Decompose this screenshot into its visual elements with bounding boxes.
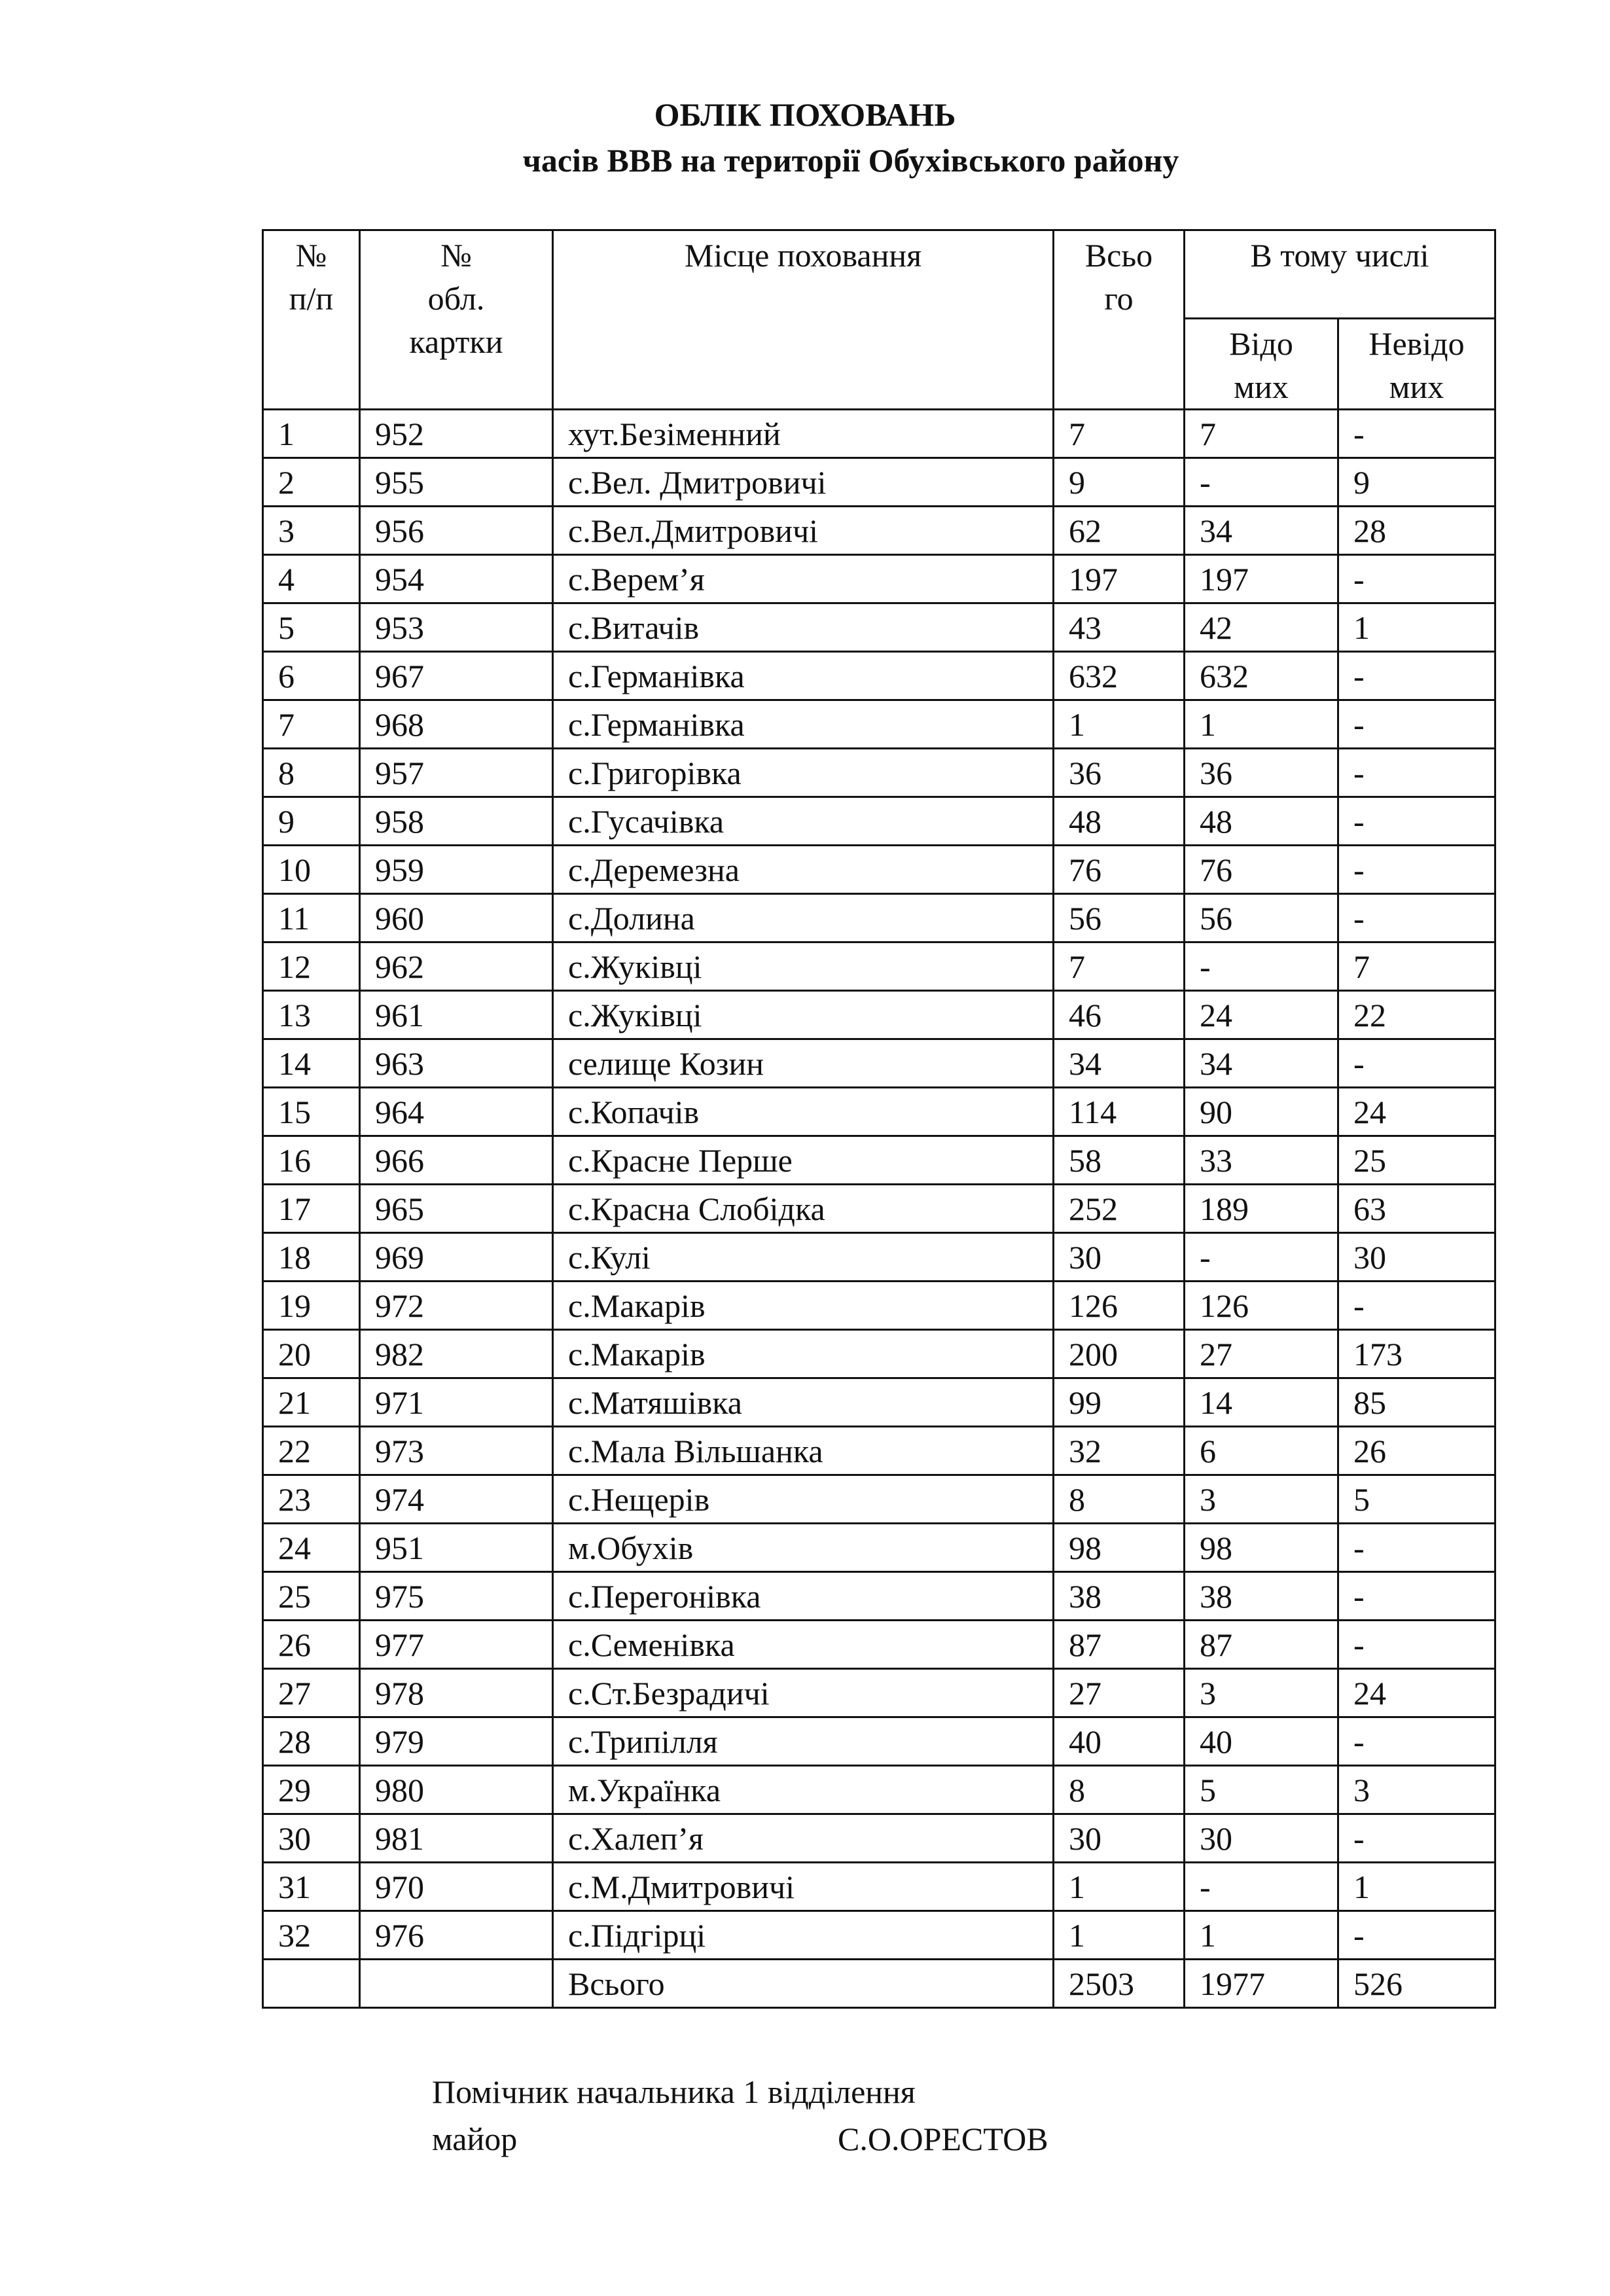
card-number: 963 xyxy=(360,1039,553,1088)
unknown-count: 28 xyxy=(1338,507,1495,555)
unknown-count: 22 xyxy=(1338,991,1495,1039)
known-count: 40 xyxy=(1185,1717,1338,1766)
known-count: 3 xyxy=(1185,1669,1338,1717)
total-count: 34 xyxy=(1054,1039,1185,1088)
card-number: 957 xyxy=(360,749,553,797)
row-number: 4 xyxy=(263,555,360,603)
known-count: - xyxy=(1185,458,1338,507)
known-count: 7 xyxy=(1185,410,1338,458)
table-row xyxy=(263,1621,1495,1669)
total-count: 46 xyxy=(1054,991,1185,1039)
row-number: 16 xyxy=(263,1136,360,1185)
header-unknown xyxy=(1338,319,1495,410)
unknown-count: - xyxy=(1338,652,1495,700)
known-count: 38 xyxy=(1185,1572,1338,1621)
total-count: 1 xyxy=(1054,1863,1185,1911)
known-count: 34 xyxy=(1185,507,1338,555)
card-number: 951 xyxy=(360,1524,553,1572)
known-count: 3 xyxy=(1185,1475,1338,1524)
unknown-count: - xyxy=(1338,846,1495,894)
burial-place: с.Кулі xyxy=(553,1233,1054,1282)
table-row xyxy=(263,1427,1495,1475)
row-number: 21 xyxy=(263,1378,360,1427)
burial-place: селище Козин xyxy=(553,1039,1054,1088)
unknown-count: - xyxy=(1338,700,1495,749)
total-count: 40 xyxy=(1054,1717,1185,1766)
header-total-line2: го xyxy=(1104,280,1134,317)
unknown-count: 1 xyxy=(1338,1863,1495,1911)
unknown-count: - xyxy=(1338,1717,1495,1766)
unknown-count: 5 xyxy=(1338,1475,1495,1524)
total-count: 58 xyxy=(1054,1136,1185,1185)
table-row xyxy=(263,1039,1495,1088)
unknown-count: - xyxy=(1338,1039,1495,1088)
total-count: 632 xyxy=(1054,652,1185,700)
row-number: 32 xyxy=(263,1911,360,1960)
card-number: 962 xyxy=(360,942,553,991)
header-unknown-line1: Невідо xyxy=(1368,325,1465,362)
known-count: 56 xyxy=(1185,894,1338,942)
table-row xyxy=(263,1669,1495,1717)
card-number: 973 xyxy=(360,1427,553,1475)
table-row xyxy=(263,1185,1495,1233)
card-number: 960 xyxy=(360,894,553,942)
unknown-count: 85 xyxy=(1338,1378,1495,1427)
total-count: 87 xyxy=(1054,1621,1185,1669)
row-number: 2 xyxy=(263,458,360,507)
row-number: 31 xyxy=(263,1863,360,1911)
card-number: 969 xyxy=(360,1233,553,1282)
card-number: 978 xyxy=(360,1669,553,1717)
known-count: 1 xyxy=(1185,1911,1338,1960)
unknown-count: - xyxy=(1338,410,1495,458)
table-row xyxy=(263,749,1495,797)
total-count: 8 xyxy=(1054,1475,1185,1524)
unknown-count: 3 xyxy=(1338,1766,1495,1814)
known-count: 27 xyxy=(1185,1330,1338,1378)
total-count: 1 xyxy=(1054,700,1185,749)
signature-rank: майор xyxy=(432,2121,518,2157)
total-count: 252 xyxy=(1054,1185,1185,1233)
table-row xyxy=(263,1717,1495,1766)
totals-known: 1977 xyxy=(1185,1960,1338,2008)
table-row xyxy=(263,942,1495,991)
header-known-line1: Відо xyxy=(1229,325,1293,362)
burial-place: с.Деремезна xyxy=(553,846,1054,894)
signature-position: Помічник начальника 1 відділення xyxy=(432,2073,916,2110)
table-row xyxy=(263,797,1495,846)
row-number: 22 xyxy=(263,1427,360,1475)
table-row xyxy=(263,1572,1495,1621)
total-count: 27 xyxy=(1054,1669,1185,1717)
burial-place: с.Красне Перше xyxy=(553,1136,1054,1185)
card-number: 976 xyxy=(360,1911,553,1960)
table-row xyxy=(263,1282,1495,1330)
burial-place: с.М.Дмитровичі xyxy=(553,1863,1054,1911)
table-row xyxy=(263,1088,1495,1136)
total-count: 197 xyxy=(1054,555,1185,603)
table-row xyxy=(263,410,1495,458)
header-known-line2: мих xyxy=(1234,368,1289,405)
burial-place: с.Нещерів xyxy=(553,1475,1054,1524)
card-number: 958 xyxy=(360,797,553,846)
total-count: 9 xyxy=(1054,458,1185,507)
burial-place: с.Жуківці xyxy=(553,991,1054,1039)
row-number: 8 xyxy=(263,749,360,797)
total-count: 8 xyxy=(1054,1766,1185,1814)
known-count: 6 xyxy=(1185,1427,1338,1475)
unknown-count: - xyxy=(1338,1282,1495,1330)
table-row xyxy=(263,555,1495,603)
row-number: 13 xyxy=(263,991,360,1039)
totals-empty-number xyxy=(263,1960,360,2008)
card-number: 961 xyxy=(360,991,553,1039)
card-number: 956 xyxy=(360,507,553,555)
known-count: 24 xyxy=(1185,991,1338,1039)
row-number: 25 xyxy=(263,1572,360,1621)
table-row xyxy=(263,894,1495,942)
unknown-count: 63 xyxy=(1338,1185,1495,1233)
card-number: 954 xyxy=(360,555,553,603)
total-count: 36 xyxy=(1054,749,1185,797)
burial-place: с.Вел. Дмитровичі xyxy=(553,458,1054,507)
total-count: 62 xyxy=(1054,507,1185,555)
known-count: 30 xyxy=(1185,1814,1338,1863)
card-number: 970 xyxy=(360,1863,553,1911)
unknown-count: 25 xyxy=(1338,1136,1495,1185)
unknown-count: 173 xyxy=(1338,1330,1495,1378)
card-number: 979 xyxy=(360,1717,553,1766)
card-number: 968 xyxy=(360,700,553,749)
row-number: 7 xyxy=(263,700,360,749)
table-row xyxy=(263,603,1495,652)
header-total xyxy=(1054,230,1185,410)
burial-place: с.Ст.Безрадичі xyxy=(553,1669,1054,1717)
burial-place: с.Верем’я xyxy=(553,555,1054,603)
burial-place: с.Макарів xyxy=(553,1282,1054,1330)
unknown-count: - xyxy=(1338,1524,1495,1572)
card-number: 955 xyxy=(360,458,553,507)
header-including: В тому числі xyxy=(1185,230,1495,319)
row-number: 26 xyxy=(263,1621,360,1669)
row-number: 30 xyxy=(263,1814,360,1863)
table-body xyxy=(263,410,1495,1960)
table-row xyxy=(263,991,1495,1039)
header-number-line2: п/п xyxy=(289,280,334,317)
total-count: 7 xyxy=(1054,942,1185,991)
unknown-count: - xyxy=(1338,1814,1495,1863)
totals-empty-card xyxy=(360,1960,553,2008)
row-number: 18 xyxy=(263,1233,360,1282)
table-row xyxy=(263,507,1495,555)
known-count: - xyxy=(1185,1233,1338,1282)
row-number: 19 xyxy=(263,1282,360,1330)
known-count: 632 xyxy=(1185,652,1338,700)
totals-label: Всього xyxy=(553,1960,1054,2008)
row-number: 1 xyxy=(263,410,360,458)
known-count: 197 xyxy=(1185,555,1338,603)
known-count: 36 xyxy=(1185,749,1338,797)
known-count: 33 xyxy=(1185,1136,1338,1185)
header-number-line1: № xyxy=(295,237,327,274)
header-unknown-line2: мих xyxy=(1389,368,1444,405)
row-number: 9 xyxy=(263,797,360,846)
total-count: 126 xyxy=(1054,1282,1185,1330)
unknown-count: 7 xyxy=(1338,942,1495,991)
header-known xyxy=(1185,319,1338,410)
burial-place: с.Долина xyxy=(553,894,1054,942)
row-number: 14 xyxy=(263,1039,360,1088)
known-count: 90 xyxy=(1185,1088,1338,1136)
header-card-line3: картки xyxy=(409,323,503,360)
burial-place: с.Перегонівка xyxy=(553,1572,1054,1621)
burial-place: с.Витачів xyxy=(553,603,1054,652)
known-count: - xyxy=(1185,942,1338,991)
header-place: Місце поховання xyxy=(553,230,1054,410)
title-line-1: ОБЛІК ПОХОВАНЬ xyxy=(654,96,956,133)
burial-place: с.Мала Вільшанка xyxy=(553,1427,1054,1475)
card-number: 952 xyxy=(360,410,553,458)
known-count: 1 xyxy=(1185,700,1338,749)
signature-name: С.О.ОРЕСТОВ xyxy=(838,2121,1048,2157)
row-number: 23 xyxy=(263,1475,360,1524)
total-count: 38 xyxy=(1054,1572,1185,1621)
total-count: 48 xyxy=(1054,797,1185,846)
burial-place: с.Макарів xyxy=(553,1330,1054,1378)
row-number: 20 xyxy=(263,1330,360,1378)
total-count: 76 xyxy=(1054,846,1185,894)
burial-place: м.Обухів xyxy=(553,1524,1054,1572)
total-count: 7 xyxy=(1054,410,1185,458)
row-number: 15 xyxy=(263,1088,360,1136)
burial-place: с.Гусачівка xyxy=(553,797,1054,846)
row-number: 12 xyxy=(263,942,360,991)
card-number: 972 xyxy=(360,1282,553,1330)
burial-place: с.Германівка xyxy=(553,652,1054,700)
header-number xyxy=(263,230,360,410)
table-row xyxy=(263,700,1495,749)
total-count: 1 xyxy=(1054,1911,1185,1960)
row-number: 10 xyxy=(263,846,360,894)
row-number: 5 xyxy=(263,603,360,652)
signature-block xyxy=(432,2068,1152,2162)
card-number: 980 xyxy=(360,1766,553,1814)
title-line-2: часів ВВВ на території Обухівського району xyxy=(522,142,1179,179)
row-number: 11 xyxy=(263,894,360,942)
unknown-count: 24 xyxy=(1338,1669,1495,1717)
table-row xyxy=(263,1136,1495,1185)
row-number: 24 xyxy=(263,1524,360,1572)
card-number: 971 xyxy=(360,1378,553,1427)
table-row xyxy=(263,1233,1495,1282)
row-number: 3 xyxy=(263,507,360,555)
known-count: 5 xyxy=(1185,1766,1338,1814)
burial-place: с.Жуківці xyxy=(553,942,1054,991)
known-count: 42 xyxy=(1185,603,1338,652)
known-count: 14 xyxy=(1185,1378,1338,1427)
total-count: 43 xyxy=(1054,603,1185,652)
card-number: 975 xyxy=(360,1572,553,1621)
table-row xyxy=(263,652,1495,700)
total-count: 98 xyxy=(1054,1524,1185,1572)
unknown-count: - xyxy=(1338,894,1495,942)
burial-place: с.Григорівка xyxy=(553,749,1054,797)
known-count: 98 xyxy=(1185,1524,1338,1572)
burial-place: с.Матяшівка xyxy=(553,1378,1054,1427)
signature-rank-row xyxy=(432,2115,1152,2162)
burial-place: с.Семенівка xyxy=(553,1621,1054,1669)
table-row xyxy=(263,1911,1495,1960)
table-row xyxy=(263,1475,1495,1524)
burial-records-table xyxy=(262,229,1496,2009)
card-number: 965 xyxy=(360,1185,553,1233)
header-total-line1: Всьо xyxy=(1084,237,1153,274)
table-row xyxy=(263,846,1495,894)
unknown-count: - xyxy=(1338,1572,1495,1621)
header-row-1 xyxy=(263,230,1495,319)
card-number: 974 xyxy=(360,1475,553,1524)
burial-place: с.Підгірці xyxy=(553,1911,1054,1960)
total-count: 56 xyxy=(1054,894,1185,942)
card-number: 977 xyxy=(360,1621,553,1669)
header-card-line1: № xyxy=(440,237,472,274)
total-count: 114 xyxy=(1054,1088,1185,1136)
total-count: 200 xyxy=(1054,1330,1185,1378)
burial-place: с.Трипілля xyxy=(553,1717,1054,1766)
burial-place: с.Красна Слобідка xyxy=(553,1185,1054,1233)
known-count: 76 xyxy=(1185,846,1338,894)
burial-place: с.Германівка xyxy=(553,700,1054,749)
known-count: 87 xyxy=(1185,1621,1338,1669)
unknown-count: 30 xyxy=(1338,1233,1495,1282)
card-number: 964 xyxy=(360,1088,553,1136)
unknown-count: - xyxy=(1338,555,1495,603)
burial-place: м.Українка xyxy=(553,1766,1054,1814)
header-card-number xyxy=(360,230,553,410)
card-number: 967 xyxy=(360,652,553,700)
table-row xyxy=(263,1524,1495,1572)
known-count: 34 xyxy=(1185,1039,1338,1088)
total-count: 30 xyxy=(1054,1233,1185,1282)
unknown-count: 24 xyxy=(1338,1088,1495,1136)
unknown-count: 26 xyxy=(1338,1427,1495,1475)
total-count: 99 xyxy=(1054,1378,1185,1427)
table-row xyxy=(263,458,1495,507)
known-count: 189 xyxy=(1185,1185,1338,1233)
row-number: 28 xyxy=(263,1717,360,1766)
unknown-count: - xyxy=(1338,1621,1495,1669)
card-number: 953 xyxy=(360,603,553,652)
table-row xyxy=(263,1814,1495,1863)
burial-place: с.Вел.Дмитровичі xyxy=(553,507,1054,555)
totals-row xyxy=(263,1960,1495,2008)
unknown-count: 9 xyxy=(1338,458,1495,507)
total-count: 32 xyxy=(1054,1427,1185,1475)
table-row xyxy=(263,1378,1495,1427)
totals-unknown: 526 xyxy=(1338,1960,1495,2008)
table-row xyxy=(263,1330,1495,1378)
document-title xyxy=(0,92,1610,183)
row-number: 6 xyxy=(263,652,360,700)
unknown-count: - xyxy=(1338,749,1495,797)
known-count: 126 xyxy=(1185,1282,1338,1330)
table-row xyxy=(263,1766,1495,1814)
card-number: 981 xyxy=(360,1814,553,1863)
row-number: 27 xyxy=(263,1669,360,1717)
row-number: 17 xyxy=(263,1185,360,1233)
table-row xyxy=(263,1863,1495,1911)
burial-place: хут.Безіменний xyxy=(553,410,1054,458)
totals-total: 2503 xyxy=(1054,1960,1185,2008)
unknown-count: - xyxy=(1338,1911,1495,1960)
unknown-count: - xyxy=(1338,797,1495,846)
burial-place: с.Халеп’я xyxy=(553,1814,1054,1863)
known-count: 48 xyxy=(1185,797,1338,846)
card-number: 959 xyxy=(360,846,553,894)
card-number: 966 xyxy=(360,1136,553,1185)
header-card-line2: обл. xyxy=(427,280,485,317)
total-count: 30 xyxy=(1054,1814,1185,1863)
unknown-count: 1 xyxy=(1338,603,1495,652)
burial-place: с.Копачів xyxy=(553,1088,1054,1136)
known-count: - xyxy=(1185,1863,1338,1911)
card-number: 982 xyxy=(360,1330,553,1378)
row-number: 29 xyxy=(263,1766,360,1814)
